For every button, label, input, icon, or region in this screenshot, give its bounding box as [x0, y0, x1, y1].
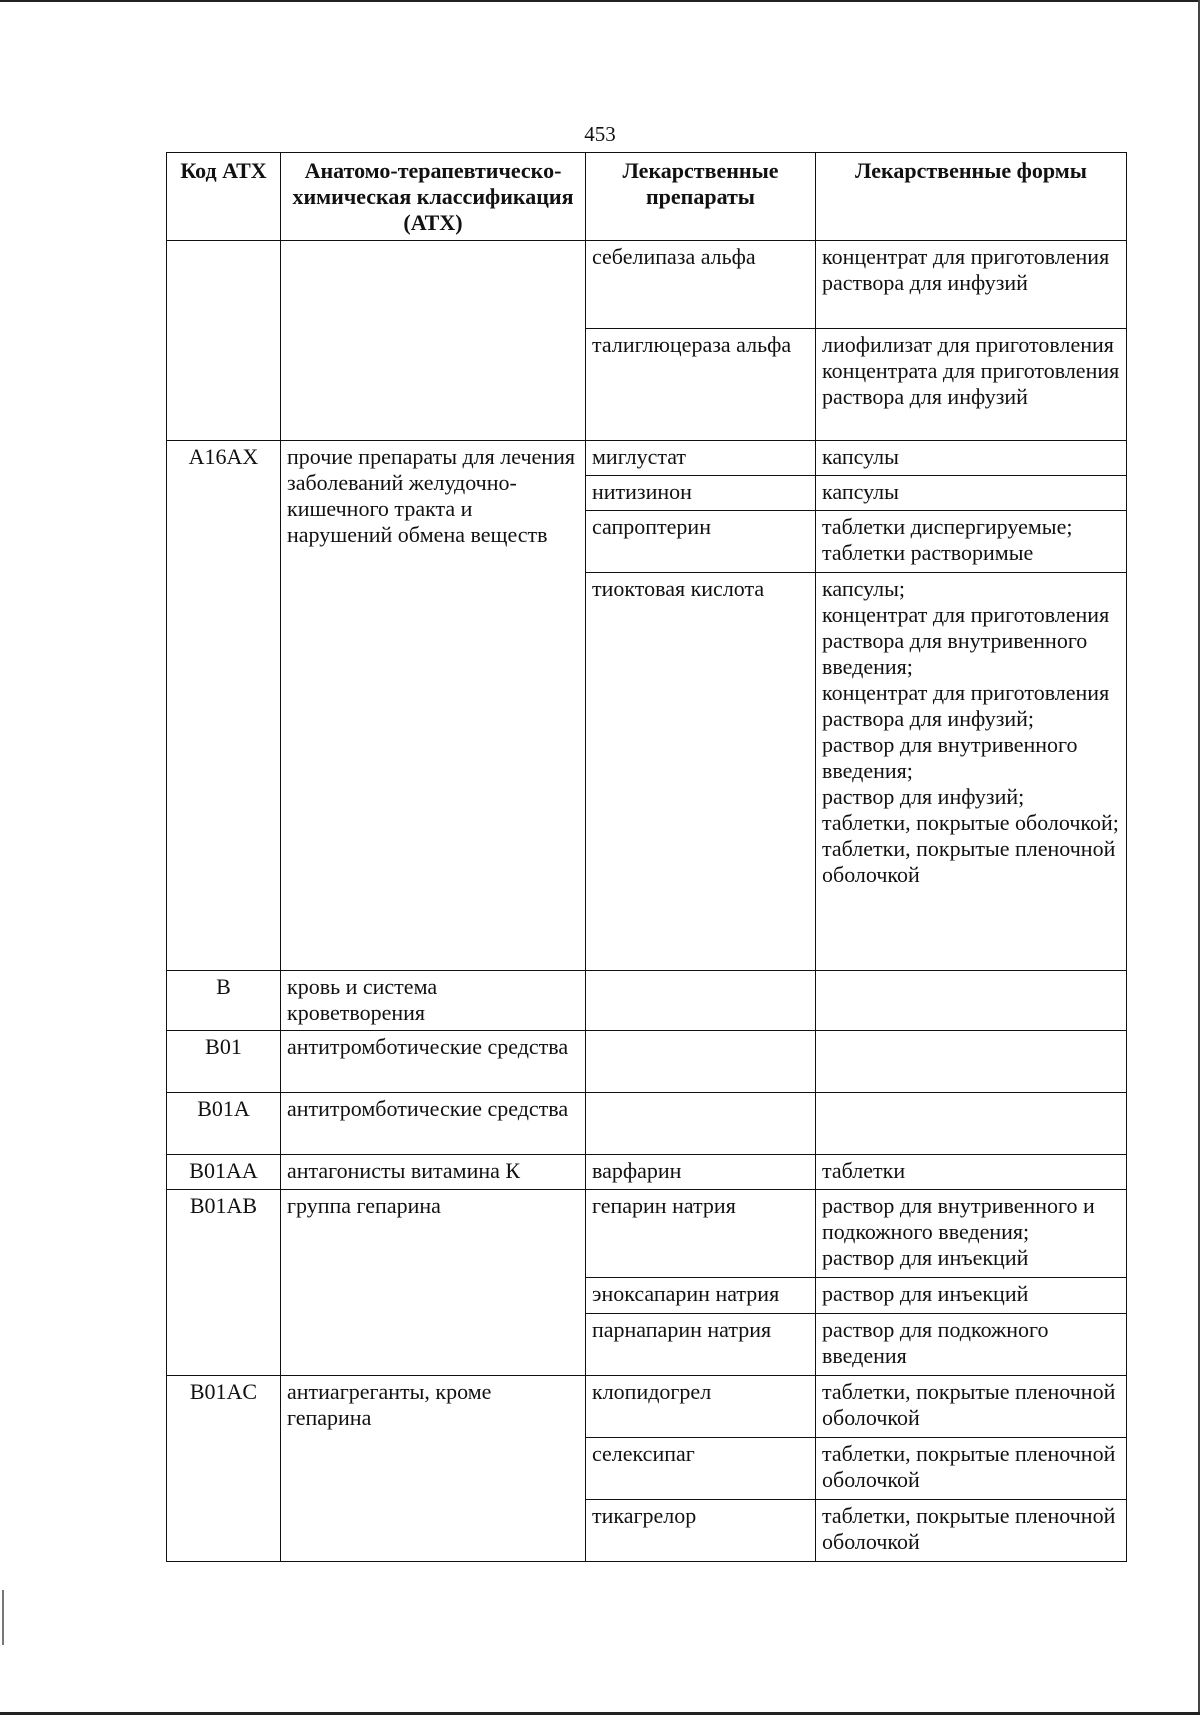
table-row: [167, 441, 1127, 476]
forms-cell: таблетки диспергируемые; таблетки растворимые: [816, 511, 1127, 573]
drug-cell: себелипаза альфа: [586, 241, 816, 329]
drug-cell: тиоктовая кислота: [586, 573, 816, 971]
table-row: [167, 241, 1127, 329]
table-row: [167, 1093, 1127, 1155]
forms-cell: капсулы: [816, 441, 1127, 476]
code-cell: B01AC: [167, 1376, 281, 1562]
forms-cell: [816, 1031, 1127, 1093]
table-row: [167, 971, 1127, 1031]
classification-cell: антагонисты витамина К: [281, 1155, 586, 1190]
drug-cell: клопидогрел: [586, 1376, 816, 1438]
forms-cell: капсулы; концентрат для приготовления раствора для внутривенного введения; концентрат для приготовления раствора для инфузий; раствор для внутривенного введения; раствор для инфузий; таблетки, покрытые оболочкой; таблетки, покрытые пленочной оболочкой: [816, 573, 1127, 971]
header-classification: Анатомо-терапевтическо-химическая классификация (АТХ): [281, 153, 586, 241]
drug-cell: миглустат: [586, 441, 816, 476]
drug-cell: [586, 971, 816, 1031]
header-drugs: Лекарственные препараты: [586, 153, 816, 241]
table-row: [167, 1031, 1127, 1093]
forms-cell: таблетки, покрытые пленочной оболочкой: [816, 1500, 1127, 1562]
header-row: [167, 153, 1127, 241]
forms-cell: таблетки, покрытые пленочной оболочкой: [816, 1376, 1127, 1438]
drug-cell: [586, 1031, 816, 1093]
scan-edge-top: [0, 0, 1200, 2]
forms-cell: раствор для внутривенного и подкожного введения; раствор для инъекций: [816, 1190, 1127, 1278]
forms-cell: лиофилизат для приготовления концентрата для приготовления раствора для инфузий: [816, 329, 1127, 441]
table-row: [167, 1190, 1127, 1278]
classification-cell: антиагреганты, кроме гепарина: [281, 1376, 586, 1562]
classification-cell: антитромботические средства: [281, 1031, 586, 1093]
drug-cell: эноксапарин натрия: [586, 1278, 816, 1314]
code-cell: B01A: [167, 1093, 281, 1155]
header-forms: Лекарственные формы: [816, 153, 1127, 241]
code-cell: A16AX: [167, 441, 281, 971]
table-row: [167, 1376, 1127, 1438]
classification-cell: антитромботические средства: [281, 1093, 586, 1155]
drug-cell: талиглюцераза альфа: [586, 329, 816, 441]
table-row: [167, 1155, 1127, 1190]
code-cell: B01AB: [167, 1190, 281, 1376]
forms-cell: капсулы: [816, 476, 1127, 511]
code-cell: B: [167, 971, 281, 1031]
drug-cell: сапроптерин: [586, 511, 816, 573]
code-cell: B01AA: [167, 1155, 281, 1190]
drug-cell: селексипаг: [586, 1438, 816, 1500]
drug-cell: парнапарин натрия: [586, 1314, 816, 1376]
forms-cell: раствор для инъекций: [816, 1278, 1127, 1314]
page-number: 453: [584, 122, 616, 146]
forms-cell: [816, 1093, 1127, 1155]
header-code: Код АТХ: [167, 153, 281, 241]
forms-cell: концентрат для приготовления раствора для инфузий: [816, 241, 1127, 329]
forms-cell: [816, 971, 1127, 1031]
drug-cell: [586, 1093, 816, 1155]
classification-cell: прочие препараты для лечения заболеваний желудочно-кишечного тракта и нарушений обмена веществ: [281, 441, 586, 971]
drug-cell: гепарин натрия: [586, 1190, 816, 1278]
classification-cell: кровь и система кроветворения: [281, 971, 586, 1031]
forms-cell: таблетки: [816, 1155, 1127, 1190]
code-cell: [167, 241, 281, 441]
drug-cell: нитизинон: [586, 476, 816, 511]
drug-cell: тикагрелор: [586, 1500, 816, 1562]
scan-mark-left: [2, 1590, 4, 1645]
drug-cell: варфарин: [586, 1155, 816, 1190]
code-cell: B01: [167, 1031, 281, 1093]
forms-cell: таблетки, покрытые пленочной оболочкой: [816, 1438, 1127, 1500]
forms-cell: раствор для подкожного введения: [816, 1314, 1127, 1376]
classification-cell: [281, 241, 586, 441]
atc-table: [166, 152, 1127, 1562]
classification-cell: группа гепарина: [281, 1190, 586, 1376]
